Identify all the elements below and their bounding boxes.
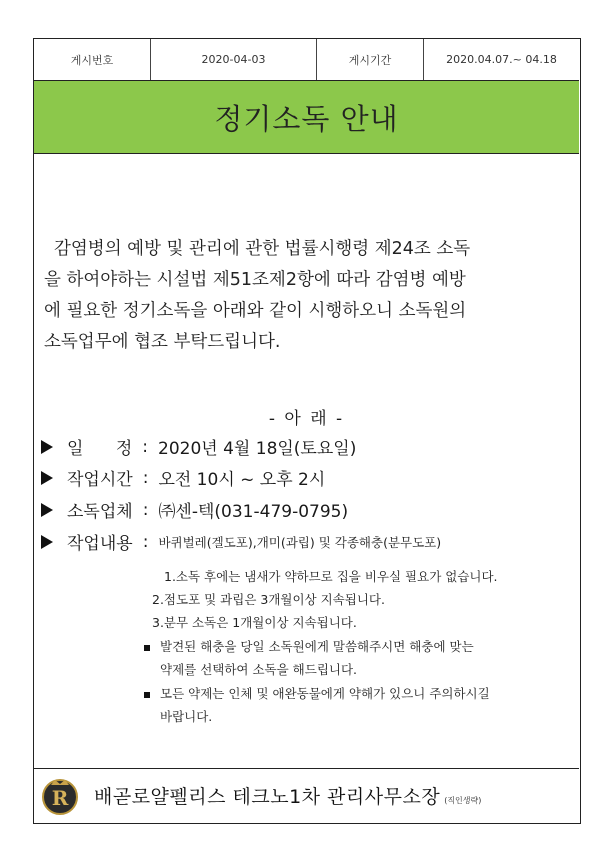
- item-work-label: 작업내용: [67, 534, 133, 554]
- royal-crest-logo-icon: [40, 776, 80, 816]
- office-name: 배곧로얄펠리스 테크노1차 관리사무소장: [94, 786, 441, 808]
- footer: [34, 768, 579, 822]
- intro-line: 소독업무에 협조 부탁드립니다.: [44, 332, 281, 352]
- post-number-value: 2020-04-03: [151, 39, 317, 80]
- item-company-value: ㈜센-텍(031-479-0795): [158, 502, 349, 522]
- intro-line: 을 하여야하는 시설법 제51조제2항에 따라 감염병 예방: [44, 270, 466, 290]
- page-title: 정기소독 안내: [214, 101, 399, 136]
- intro-line: 감염병의 예방 및 관리에 관한 법률시행령 제24조 소독: [54, 239, 471, 259]
- item-date-label: 일 정: [67, 439, 133, 459]
- bullet-continuation: 약제를 선택하여 소독을 해드립니다.: [160, 662, 358, 677]
- item-time: 작업시간 : 오전 10시 ~ 오후 2시: [41, 465, 325, 490]
- note-line: 2.점도포 및 과립은 3개월이상 지속됩니다.: [152, 592, 385, 607]
- item-date-value: 2020년 4월 18일(토요일): [158, 439, 357, 459]
- header-table: [34, 39, 579, 81]
- triangle-bullet-icon: [41, 440, 53, 454]
- post-period-value: 2020.04.07.~ 04.18: [446, 53, 557, 66]
- triangle-bullet-icon: [41, 471, 53, 485]
- svg-text:R: R: [51, 785, 69, 810]
- item-company: 소독업체 : ㈜센-텍(031-479-0795): [41, 497, 348, 522]
- post-number-label: 게시번호: [34, 39, 151, 80]
- item-work: 작업내용 : 바퀴벌레(겔도포),개미(과립) 및 각종해충(분무도포): [41, 529, 441, 554]
- note-line: 3.분무 소독은 1개월이상 지속됩니다.: [152, 615, 357, 630]
- bullet-item: 모든 약제는 인체 및 애완동물에게 약해가 있으니 주의하시길: [144, 684, 490, 702]
- item-date: 일 정 : 2020년 4월 18일(토요일): [41, 434, 356, 459]
- item-time-label: 작업시간: [67, 470, 133, 490]
- triangle-bullet-icon: [41, 503, 53, 517]
- square-bullet-icon: [144, 645, 150, 651]
- item-work-value: 바퀴벌레(겔도포),개미(과립) 및 각종해충(분무도포): [158, 534, 442, 550]
- bullet-continuation: 바랍니다.: [160, 709, 213, 724]
- seal-note: (직인생략): [444, 796, 482, 805]
- post-period-label: 게시기간: [317, 39, 424, 80]
- title-banner: [34, 81, 579, 154]
- triangle-bullet-icon: [41, 535, 53, 549]
- section-heading: - 아 래 -: [268, 409, 345, 429]
- square-bullet-icon: [144, 692, 150, 698]
- intro-paragraph: [44, 234, 569, 358]
- intro-line: 에 필요한 정기소독을 아래와 같이 시행하오니 소독원의: [44, 301, 467, 321]
- item-time-value: 오전 10시 ~ 오후 2시: [158, 470, 326, 490]
- note-line: 1.소독 후에는 냄새가 약하므로 집을 비우실 필요가 없습니다.: [164, 569, 498, 584]
- notice-frame: [33, 38, 581, 824]
- notice-body: [34, 154, 579, 768]
- item-company-label: 소독업체: [67, 502, 133, 522]
- bullet-item: 발견된 해충을 당일 소독원에게 말씀해주시면 해충에 맞는: [144, 637, 474, 655]
